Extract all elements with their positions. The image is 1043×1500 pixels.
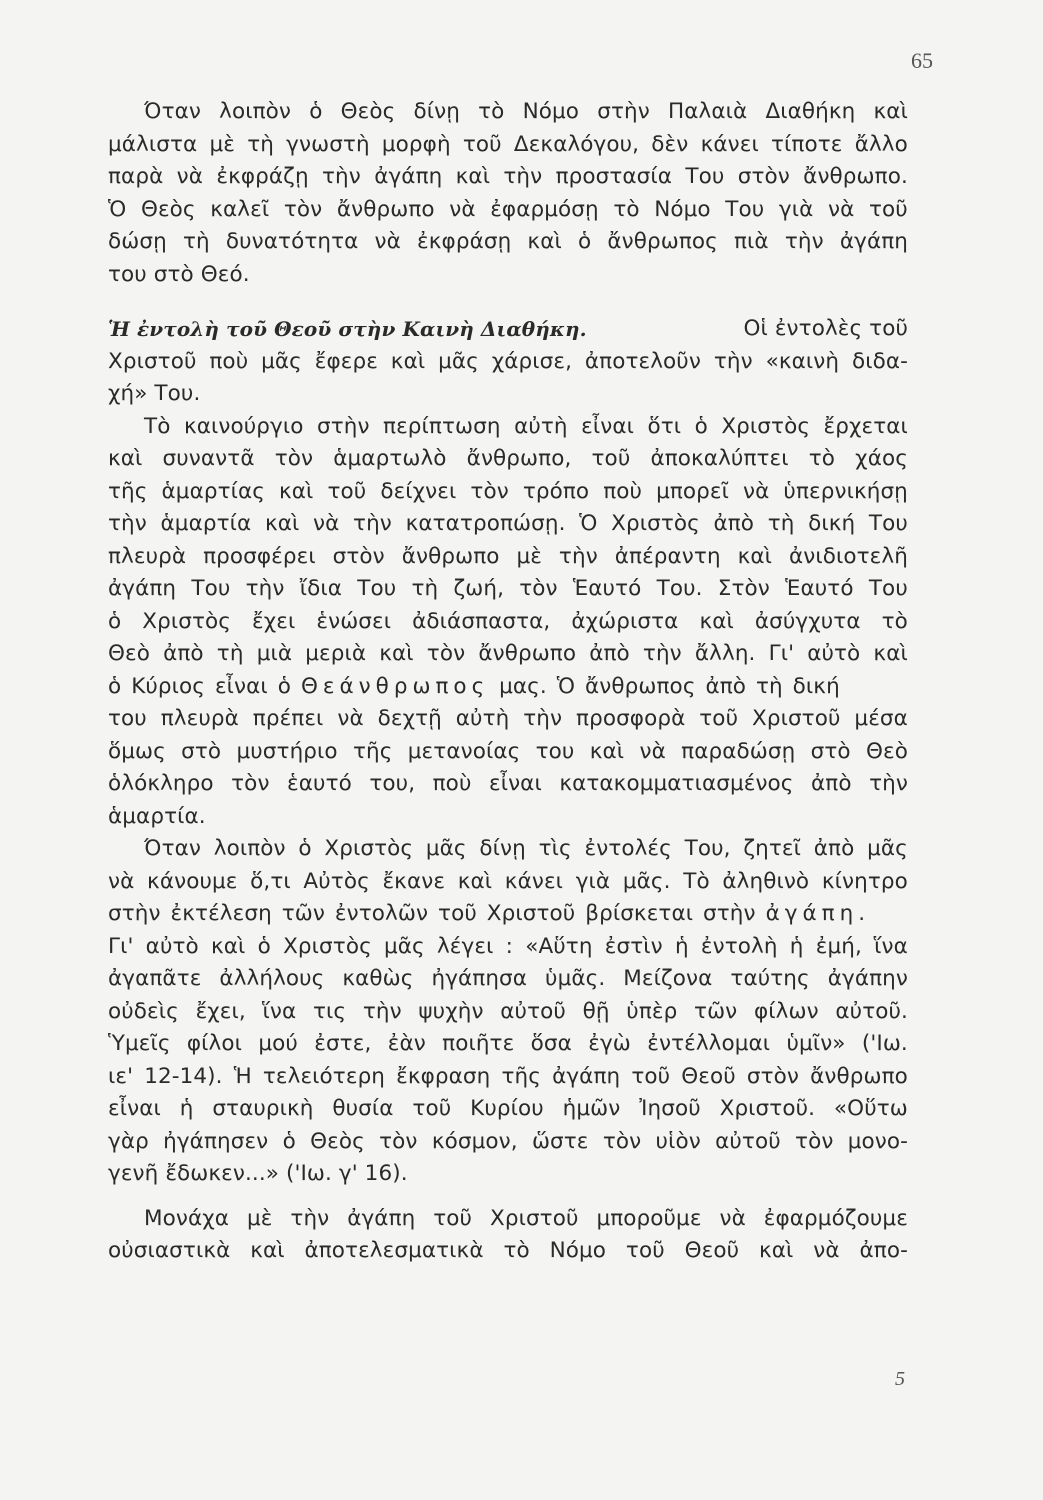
text-line: Τὸ καινούργιο στὴν περίπτωση αὐτὴ εἶναι ὅτι ὁ Χριστὸς ἔρχεται [144, 413, 908, 439]
body-text [108, 96, 908, 1268]
text-line: τῆς ἁμαρτίας καὶ τοῦ δείχνει τὸν τρόπο ποὺ μπορεῖ νὰ ὑπερνικήσῃ [108, 478, 908, 504]
text-line: Ὁ Θεὸς καλεῖ τὸν ἄνθρωπο νὰ ἐφαρμόσῃ τὸ Νόμο Του γιὰ νὰ τοῦ [108, 196, 908, 222]
text-line: ἀγάπη Του τὴν ἴδια Του τὴ ζωή, τὸν Ἑαυτό Του. Στὸν Ἑαυτό Του [108, 576, 908, 601]
text-line: ὅμως στὸ μυστήριο τῆς μετανοίας του καὶ νὰ παραδώσῃ στὸ Θεὸ [108, 738, 908, 764]
text-line: Γι' αὐτὸ καὶ ὁ Χριστὸς μᾶς λέγει : «Αὕτη ἐστὶν ἡ ἐντολὴ ἡ ἐμή, ἵνα [108, 933, 908, 959]
text-line: Χριστοῦ ποὺ μᾶς ἔφερε καὶ μᾶς χάρισε, ἀποτελοῦν τὴν «καινὴ διδα- [108, 348, 908, 374]
text-line: καὶ συναντᾶ τὸν ἁμαρτωλὸ ἄνθρωπο, τοῦ ἀποκαλύπτει τὸ χάος [108, 446, 908, 471]
text-line: Ὑμεῖς φίλοι μού ἐστε, ἐὰν ποιῆτε ὅσα ἐγὼ ἐντέλλομαι ὑμῖν» ('Ιω. [108, 1031, 908, 1056]
signature-mark: 5 [895, 1368, 905, 1390]
text-line: ιε' 12-14). Ἡ τελειότερη ἔκφραση τῆς ἀγάπη τοῦ Θεοῦ στὸν ἄνθρωπο [108, 1063, 908, 1089]
text-line: μάλιστα μὲ τὴ γνωστὴ μορφὴ τοῦ Δεκαλόγου, δὲν κάνει τίποτε ἄλλο [108, 131, 908, 157]
text-line: οὐσιαστικὰ καὶ ἀποτελεσματικὰ τὸ Νόμο τοῦ Θεοῦ καὶ νὰ ἀπο- [108, 1238, 908, 1263]
text-line: Μονάχα μὲ τὴν ἀγάπη τοῦ Χριστοῦ μποροῦμε νὰ ἐφαρμόζουμε [144, 1205, 908, 1231]
text-line: ὁ Κύριος εἶναι ὁ Θεάνθρωπος μας. Ὁ ἄνθρωπος ἀπὸ τὴ δική [108, 671, 908, 704]
text-line: οὐδεὶς ἔχει, ἵνα τις τὴν ψυχὴν αὐτοῦ θῇ ὑπὲρ τῶν φίλων αὐτοῦ. [108, 998, 908, 1024]
text-line: ἀγαπᾶτε ἀλλήλους καθὼς ἠγάπησα ὑμᾶς. Μείζονα ταύτης ἀγάπην [108, 966, 908, 991]
text-line: Ἡ ἐντολὴ τοῦ Θεοῦ στὴν Καινὴ Διαθήκη. Οἱ ἐντολὲς τοῦ [108, 313, 908, 346]
emphasized-word: Θεάνθρωπος [300, 673, 490, 699]
text-line: ἁμαρτία. [108, 803, 206, 829]
text-line: πλευρὰ προσφέρει στὸν ἄνθρωπο μὲ τὴν ἀπέραντη καὶ ἀνιδιοτελῆ [108, 543, 908, 569]
page-number: 65 [911, 48, 933, 73]
text-line: τὴν ἁμαρτία καὶ νὰ τὴν κατατροπώσῃ. Ὁ Χριστὸς ἀπὸ τὴ δική Του [108, 511, 908, 536]
text-line: Όταν λοιπὸν ὁ Χριστὸς μᾶς δίνῃ τὶς ἐντολές Του, ζητεῖ ἀπὸ μᾶς [144, 836, 908, 861]
emphasized-word: ἀγάπη [765, 901, 859, 926]
text-line: ὁ Χριστὸς ἔχει ἑνώσει ἀδιάσπαστα, ἀχώριστα καὶ ἀσύγχυτα τὸ [108, 608, 908, 634]
section-heading: Ἡ ἐντολὴ τοῦ Θεοῦ στὴν Καινὴ Διαθήκη. [108, 317, 587, 341]
text-line: του στὸ Θεό. [108, 261, 250, 287]
text-line: παρὰ νὰ ἐκφράζῃ τὴν ἀγάπη καὶ τὴν προστασία Του στὸν ἄνθρωπο. [108, 164, 908, 189]
text-line: δώσῃ τὴ δυνατότητα νὰ ἐκφράσῃ καὶ ὁ ἄνθρωπος πιὰ τὴν ἀγάπη [108, 229, 908, 254]
text-line: Θεὸ ἀπὸ τὴ μιὰ μεριὰ καὶ τὸν ἄνθρωπο ἀπὸ τὴν ἄλλη. Γι' αὐτὸ καὶ [108, 641, 908, 666]
text-line: του πλευρὰ πρέπει νὰ δεχτῇ αὐτὴ τὴν προσφορὰ τοῦ Χριστοῦ μέσα [108, 706, 908, 731]
text-line: στὴν ἐκτέλεση τῶν ἐντολῶν τοῦ Χριστοῦ βρίσκεται στὴν ἀγάπη . [108, 898, 908, 931]
text-line: εἶναι ἡ σταυρικὴ θυσία τοῦ Κυρίου ἡμῶν Ἰησοῦ Χριστοῦ. «Οὕτω [108, 1096, 908, 1121]
text-line: γενῆ ἔδωκεν...» ('Ιω. γ' 16). [108, 1161, 408, 1186]
text-line: ὁλόκληρο τὸν ἑαυτό του, ποὺ εἶναι κατακομματιασμένος ἀπὸ τὴν [108, 771, 908, 796]
text-line: νὰ κάνουμε ὅ,τι Αὐτὸς ἔκανε καὶ κάνει γιὰ μᾶς. Τὸ ἀληθινὸ κίνητρο [108, 868, 908, 894]
text-line: Όταν λοιπὸν ὁ Θεὸς δίνῃ τὸ Νόμο στὴν Παλαιὰ Διαθήκη καὶ [144, 99, 908, 124]
text-line: χή» Του. [108, 381, 201, 406]
text-line: γὰρ ἠγάπησεν ὁ Θεὸς τὸν κόσμον, ὥστε τὸν υἱὸν αὐτοῦ τὸν μονο- [108, 1128, 908, 1154]
